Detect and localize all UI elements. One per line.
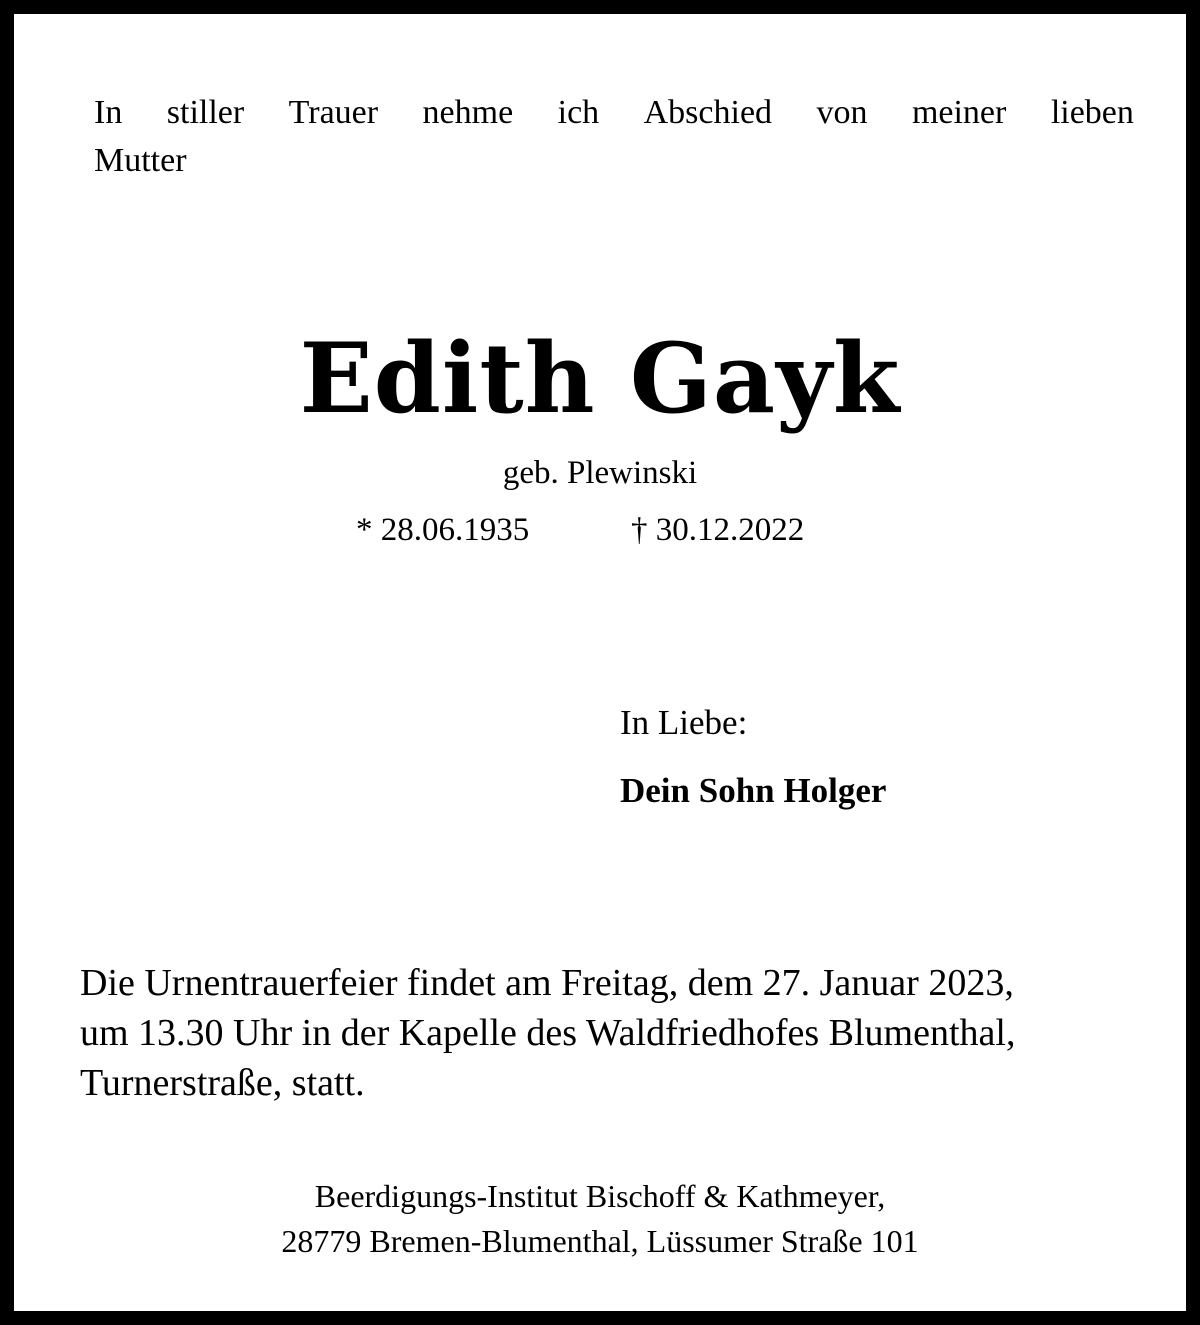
- ceremony-line-2: um 13.30 Uhr in der Kapelle des Waldfriedhofes Blumenthal,: [80, 1012, 1016, 1054]
- intro-word: In: [94, 94, 123, 131]
- intro-word: ich: [557, 94, 600, 131]
- ceremony-line-1: Die Urnentrauerfeier findet am Freitag, dem 27. Januar 2023,: [80, 962, 1014, 1004]
- intro-word: meiner: [911, 94, 1007, 131]
- funeral-home-name: Beerdigungs-Institut Bischoff & Kathmeyer,: [314, 1178, 886, 1214]
- death-date: † 30.12.2022: [631, 512, 805, 548]
- birth-name: geb. Plewinski: [502, 455, 698, 491]
- intro-word: Abschied: [643, 94, 773, 131]
- intro-line-2: Mutter: [94, 142, 187, 179]
- birth-date: * 28.06.1935: [356, 512, 530, 548]
- love-label: In Liebe:: [620, 703, 748, 742]
- intro-word: von: [816, 94, 868, 131]
- intro-word: nehme: [422, 94, 514, 131]
- ceremony-line-3: Turnerstraße, statt.: [80, 1062, 365, 1104]
- intro-word: Trauer: [288, 94, 379, 131]
- funeral-home-address: 28779 Bremen-Blumenthal, Lüssumer Straße 101: [281, 1223, 919, 1259]
- intro-word: lieben: [1050, 94, 1134, 131]
- intro-line-1: [94, 89, 1134, 137]
- signature: Dein Sohn Holger: [620, 771, 887, 810]
- intro-word: stiller: [166, 94, 245, 131]
- deceased-name: Edith Gayk: [299, 322, 901, 435]
